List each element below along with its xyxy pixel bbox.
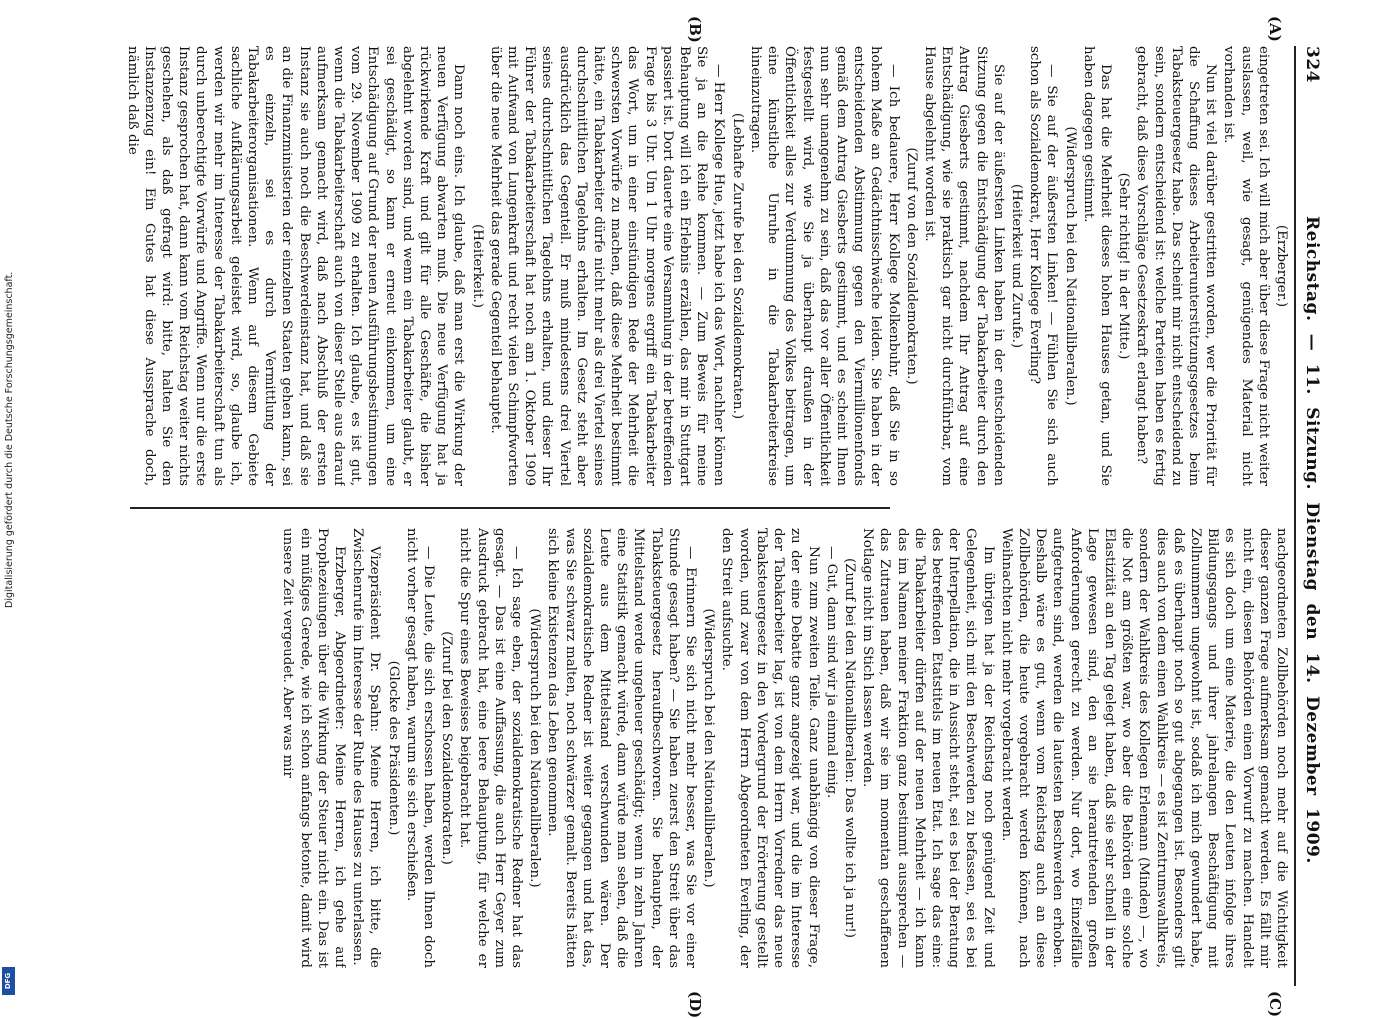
dfg-logo-text: DFG — [4, 972, 13, 990]
digitization-credit: Digitalisierung gefördert durch die Deutsche Forschungsgemeinschaft. — [4, 271, 15, 608]
paragraph: Erzberger, Abgeordneter: Meine Herren, ich gehe auf Prophezeiungen über die Wirkung der Steuer nicht ein. Das ist ein müßiges Gerede, wie ich schon anfangs betonte, damit wird unsere Zeit vergeudet. Aber was mir — [280, 528, 348, 968]
paragraph: Das hat die Mehrheit dieses hohen Hauses getan, und Sie haben dagegen gestimmt. — [1080, 46, 1113, 486]
paragraph: Dann noch eins. Ich glaube, daß man erst die Wirkung der neuen Verfügung abwarten muß. Die neue Verfügung hat ja rückwirkende Kraft und gilt für alle Geschäfte, die bisher abgelehnt worden sind, und wenn ein Tabakarbeiter glaubt, er sei geschädigt, so kann er erneut einkommen, um eine Entschädigung auf Grund der neuen Ausführungsbestimmungen vom 29. November 1909 zu erhalten. Ich glaube, es ist gut, wenn die Tabakarbeiterschaft auch von dieser Stelle aus darauf aufmerksam gemacht wird, daß nach Abschluß der ersten Instanz sie auch noch die Beschwerdeinstanz hat, und daß sie an die Finanzministerien der einzelnen Staaten gehen kann, sei es einzeln, sei es durch Vermittlung der Tabakarbeiterorganisationen. Wenn auf diesem Gebiete sachliche Aufklärungsarbeit geleistet wird, so, glaube ich, werden wir mehr im Interesse der Tabakarbeiterschaft tun als durch unberechtigte Vorwürfe und Angriffe. Wenn nur die erste Instanz gesprochen hat, dann kann vom Reichstag weiter nichts geschehen, als daß gefragt wird: bitte, halten Sie den Instanzenzug ein! Ein Gutes hat diese Aussprache doch, nämlich daß die — [124, 46, 467, 486]
paragraph: — Sie auf der äußersten Linken! — Fühlen Sie sich auch schon als Sozialdemokrat, Herr Kollege Everling? — [1027, 46, 1060, 486]
scanned-page — [74, 16, 1324, 1018]
margin-marker-d: (D) — [686, 991, 704, 1018]
dfg-logo — [2, 967, 15, 995]
stage-direction: (Erzberger.) — [1274, 224, 1289, 308]
paragraph: — Gut, dann sind wir ja einmal einig. — [823, 546, 839, 799]
paragraph: — Ich bedauere, Herr Kollege Molkenbuhr, daß Sie in so hohem Maße an Gedächtnisschwäche leiden. Sie haben in der entscheidenden Abstimmung gegen den Viermillionenfonds gemäß dem Antrag Giesberts gestimmt, und es scheint Ihnen nun sehr unangenehm zu sein, daß das vor aller Öffentlichkeit festgestellt wird, wie Sie ja überhaupt draußen in der Öffentlichkeit alles zur Verdummung des Volkes beitragen, um eine künstliche Unruhe in die Tabakarbeiterkreise hineinzutragen. — [747, 46, 901, 486]
stage-direction: (Widerspruch bei den Nationalliberalen.) — [527, 608, 543, 888]
stage-direction: (Heiterkeit und Zurufe.) — [1008, 183, 1024, 349]
margin-marker-c: (C) — [1266, 991, 1284, 1018]
margin-marker-a: (A) — [1266, 16, 1284, 42]
stage-direction: (Sehr richtig! in der Mitte.) — [1116, 172, 1132, 360]
paragraph: eingetreten sei. Ich will mich aber über diese Frage nicht weiter auslassen, weil, wie gesagt, genügendes Material nicht vorhanden ist. — [1221, 46, 1271, 486]
paragraph: — Erinnern Sie sich nicht mehr besser, was Sie vor einer Stunde gesagt haben? — Sie haben zuerst den Streit über das Tabaksteuergesetz heraufbeschworen. Sie behaupten, der Mittelstand werde ungeheuer geschädigt; wenn in zehn Jahren eine Statistik gemacht würde, dann würde man sehen, daß die Leute aus dem Mittelstand verschwunden wären. Der sozialdemokratische Redner ist weiter gegangen und hat das, was Sie schwarz malten, noch schwärzer gemalt. Bereits hätten sich kleine Existenzen das Leben genommen. — [545, 528, 699, 968]
stage-direction: (Zuruf von den Sozialdemokraten.) — [903, 147, 919, 385]
stage-direction: (Lebhafte Zurufe bei den Sozialdemokraten.) — [729, 112, 745, 420]
column-divider — [130, 507, 890, 509]
paragraph: Im übrigen hat ja der Reichstag noch genügend Zeit und Gelegenheit, sich mit den Beschwerden zu befassen, sei es bei der Interpellation, die in Aussicht steht, sei es bei der Beratung des betreffenden Etatstitels im neuen Etat. Ich sage das eine: die Tabakarbeiter dürfen auf der neuen Mehrheit — ich kann das im Namen meiner Fraktion ganz bestimmt aussprechen — das Zutrauen haben, daß wir sie im momentan geschaffenen Notlage nicht im Stich lassen werden. — [860, 528, 996, 968]
paragraph: — Ich sage eben, der sozialdemokratische Redner hat das gesagt. — Das ist eine Auffassung, die auch Herr Geyer zum Ausdruck gebracht hat, eine leere Behauptung, für welche er nicht die Spur eines Beweises beigebracht hat. — [457, 528, 525, 968]
stage-direction: (Widerspruch bei den Nationalliberalen.) — [701, 608, 717, 888]
stage-direction: (Heiterkeit.) — [469, 224, 485, 308]
paragraph: — Herr Kollege Hue, jetzt habe ich das Wort, nachher können Sie ja an die Reihe kommen. — Zum Beweis für meine Behauptung will ich ein Erlebnis erzählen, das mir in Stuttgart passiert ist. Dort dauerte eine Versammlung in der betreffenden Frage bis 3 Uhr. Um 1 Uhr morgens ergriff ein Tabakarbeiter das Wort, um in einer einstündigen Rede der Mehrheit die schwersten Vorwürfe zu machen, daß diese Mehrheit bestimmt hätte, ein Tabakarbeiter dürfe nicht mehr als drei Viertel seines durchschnittlichen Tagelohns erhalten. Im Gesetz steht aber ausdrücklich das Gegenteil. Er muß mindestens drei Viertel seines durchschnittlichen Tagelohns erhalten, und dieser Ihr Führer der Tabakarbeiterschaft hat noch am 1. Oktober 1909 mit Aufwand von Lungenkraft und recht vielen Schimpfworten über die neue Mehrheit das gerade Gegenteil behauptet. — [487, 46, 727, 486]
paragraph: Nun zum zweiten Teile. Ganz unabhängig von dieser Frage, zu der eine Debatte ganz angezeigt war, und die im Interesse der Tabakarbeiter lag, ist von dem Herrn Vorredner das neue Tabaksteuergesetz in den Vordergrund der Erörterung gestellt worden, und zwar von dem Herrn Abgeordneten Everling, der den Streit aufsuchte. — [719, 528, 821, 968]
stage-direction: (Widerspruch bei den Nationalliberalen.) — [1062, 126, 1078, 406]
paragraph: — Die Leute, die sich erschossen haben, werden Ihnen doch nicht vorher gesagt haben, warum sie sich erschießen. — [403, 528, 437, 968]
paragraph: Sie auf der äußersten Linken haben in der entscheidenden Sitzung gegen die Entschädigung der Tabakarbeiter durch den Antrag Giesberts gestimmt, nachdem Ihr Antrag auf eine Entschädigung, wie sie praktisch gar nicht durchführbar, vom Hause abgelehnt worden ist. — [921, 46, 1006, 486]
right-column — [90, 528, 1290, 968]
paragraph: Vizepräsident Dr. Spahn: Meine Herren, ich bitte, die Zwischenrufe im Interesse der Ruhe des Hauses zu unterlassen. — [350, 528, 383, 968]
margin-marker-b: (B) — [686, 16, 704, 43]
stage-direction: (Zuruf bei den Sozialdemokraten.) — [439, 631, 455, 865]
paragraph: nachgeordneten Zollbehörden noch mehr auf die Wichtigkeit dieser ganzen Frage aufmerksam gemacht werden. Es fällt mir nicht ein, diesen Behörden einen Vorwurf zu machen. Handelt es sich doch um eine Materie, die den Leuten infolge ihres Bildungsgangs und ihrer jahrelangen Beschäftigung mit Zollnummern ungewohnt ist, sodaß ich mich gewundert habe, daß es überhaupt noch so gut abgegangen ist. Besonders gilt dies auch von dem einen Wahlkreis — es ist Zentrumswahlkreis, sondern der Wahlkreis des Kollegen Erlemann (Minden) —, wo die Not am größten war, wo aber die Behörden eine solche Elastizität an den Tag gelegt haben, daß sie sehr schnell in der Lage gewesen sind, den an sie herantretenden großen Anforderungen gerecht zu werden. Nur dort, wo Einzelfälle aufgetreten sind, werden die lautesten Beschwerden erhoben. Deshalb wäre es gut, wenn vom Reichstag auch an diese Zollbehörden, die heute vorgebracht werden können, nach Weihnachten nicht mehr vorgebracht werden. — [998, 528, 1289, 968]
running-head: Reichstag. — 11. Sitzung. Dienstag den 14. Dezember 1909. — [1302, 216, 1322, 864]
page-number: 324 — [1302, 46, 1322, 83]
page-header — [1294, 46, 1324, 986]
stage-direction: (Glocke des Präsidenten.) — [385, 660, 401, 836]
stage-direction: (Zuruf bei den Nationalliberalen: Das wollte ich ja nur!) — [841, 558, 857, 938]
left-column — [90, 46, 1290, 486]
paragraph: Nun ist viel darüber gestritten worden, wer die Priorität für die Schaffung dieses Arbeiterunterstützungsgesetzes beim Tabaksteuergesetz habe. Das scheint mir nicht entscheidend zu sein, sondern entscheidend ist: welche Parteien haben es fertig gebracht, daß diese Vorschläge Gesetzeskraft erlangt haben? — [1134, 46, 1219, 486]
